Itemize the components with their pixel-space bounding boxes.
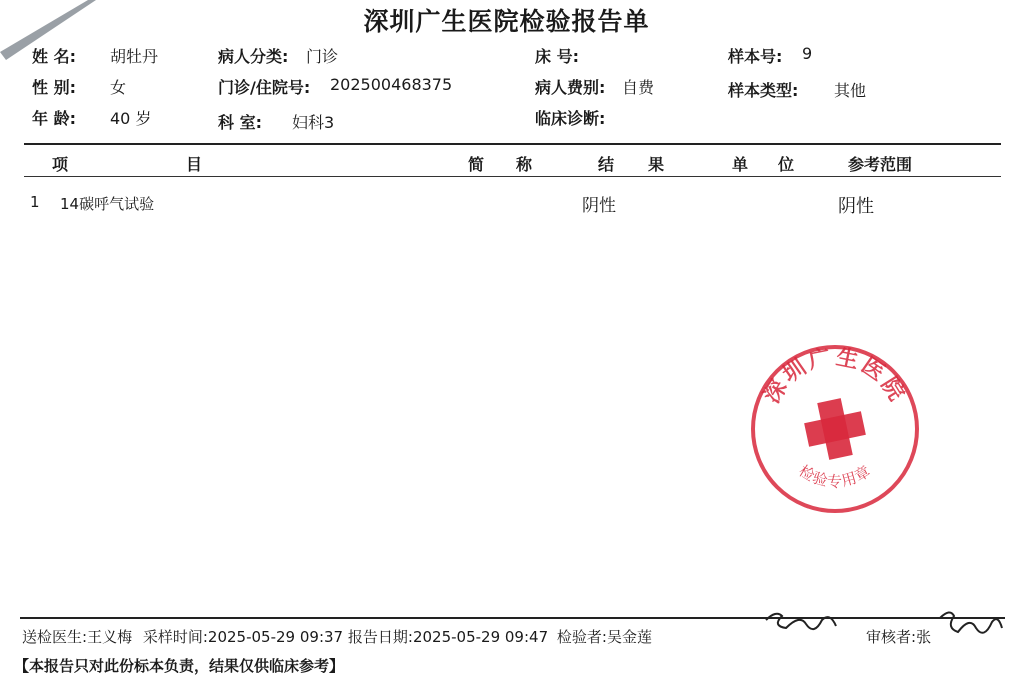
col-header-item-1: 项 (52, 155, 69, 174)
dept-label: 科 室: (218, 113, 262, 132)
name-label: 姓 名: (32, 47, 76, 66)
col-header-abbr-1: 简 (468, 155, 485, 174)
report-date: 2025-05-29 09:47 (412, 628, 549, 646)
doctor-label: 送检医生: (22, 628, 88, 646)
disclaimer-note: 【本报告只对此份标本负责，结果仅供临床参考】 (14, 657, 345, 675)
reviewer-signature (936, 606, 1006, 650)
svg-text:深圳广生医院 (760, 344, 911, 408)
col-header-unit-1: 单 (732, 155, 749, 174)
reviewer-info (866, 626, 931, 647)
patient-sex: 女 (110, 78, 127, 97)
patient-dept: 妇科3 (292, 113, 335, 132)
report-title: 深圳广生医院检验报告单 (363, 7, 650, 36)
sample-time: 2025-05-29 09:37 (207, 628, 344, 646)
sample-type-label: 样本类型: (728, 81, 799, 100)
diagnosis-label: 临床诊断: (535, 109, 606, 128)
reviewer-label: 审核者: (866, 628, 917, 646)
svg-text:检验专用章 (796, 462, 875, 491)
tester-label: 检验者: (556, 628, 607, 646)
doctor-name: 王义梅 (87, 628, 133, 646)
tester-name: 吴金莲 (606, 628, 652, 646)
footer-info (22, 626, 652, 647)
row-result: 阴性 (582, 196, 616, 216)
fee-label: 病人费别: (535, 78, 606, 97)
fee-type: 自费 (622, 78, 655, 97)
footer-rule (20, 617, 1005, 619)
col-header-abbr-2: 称 (516, 155, 533, 174)
category-label: 病人分类: (218, 47, 289, 66)
row-item: 14碳呼气试验 (60, 195, 155, 213)
patient-name: 胡牡丹 (110, 47, 159, 66)
sex-label: 性 别: (32, 78, 76, 97)
report-date-label: 报告日期: (347, 628, 413, 646)
sample-no: 9 (802, 44, 813, 63)
row-ref: 阴性 (838, 196, 874, 217)
clinic-no-label: 门诊/住院号: (218, 78, 311, 97)
sample-no-label: 样本号: (728, 47, 783, 66)
patient-category: 门诊 (306, 47, 339, 66)
sample-time-label: 采样时间: (142, 628, 208, 646)
tester-signature (760, 606, 840, 646)
col-header-ref: 参考范围 (848, 155, 913, 174)
col-header-unit-2: 位 (778, 155, 795, 174)
red-cross-icon (801, 395, 870, 464)
col-header-result-2: 果 (648, 155, 665, 174)
reviewer-name: 张 (916, 628, 932, 646)
age-label: 年 龄: (32, 109, 76, 128)
seal-text-top: 深圳广生医院 (759, 345, 911, 408)
clinic-no: 202500468375 (330, 75, 453, 94)
col-header-item-2: 目 (186, 155, 203, 174)
bed-label: 床 号: (535, 47, 579, 66)
col-header-result-1: 结 (598, 155, 615, 174)
sample-type: 其他 (834, 81, 867, 100)
hospital-seal (744, 338, 926, 520)
patient-age: 40 岁 (110, 109, 152, 128)
seal-text-bottom: 检验专用章 (795, 461, 875, 491)
table-top-rule (24, 143, 1001, 145)
row-number: 1 (30, 193, 40, 211)
table-header-rule (24, 176, 1001, 177)
